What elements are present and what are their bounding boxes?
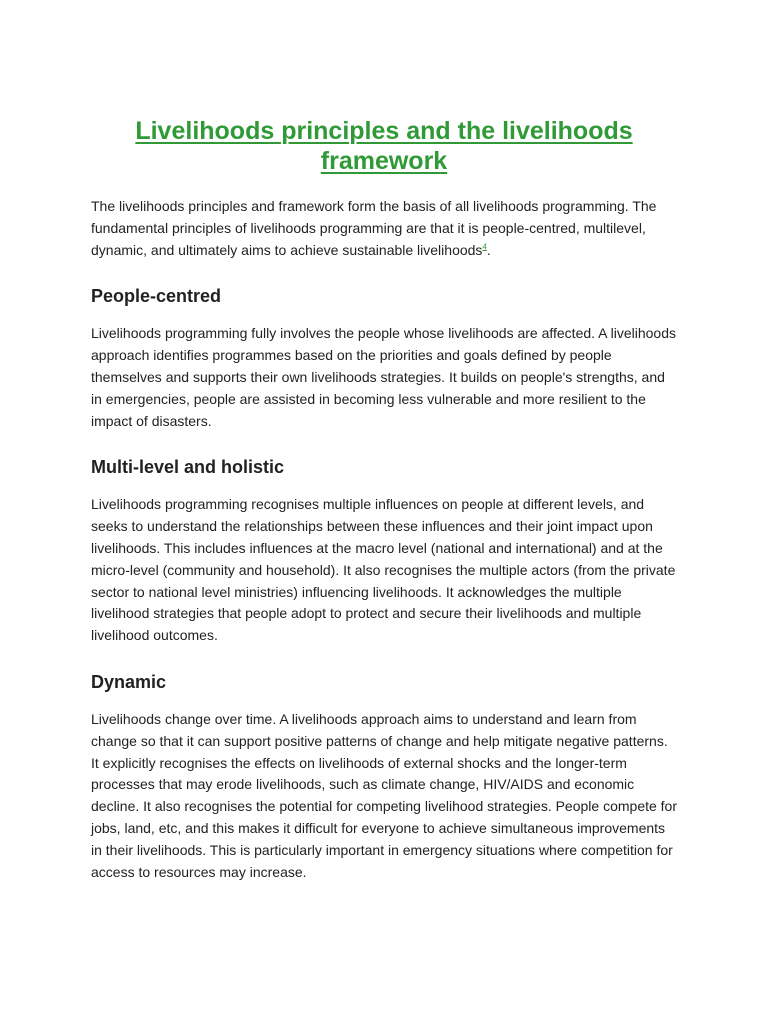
paragraph-people-centred: Livelihoods programming fully involves the people whose livelihoods are affected. A livelihoods approach identifies programmes based on the priorities and goals defined by people themselves and supports their own livelihoods strategies. It builds on people's strengths, and in emergencies, people are assisted in becoming less vulnerable and more resilient to the impact of disasters. bbox=[91, 325, 676, 429]
heading-people-centred: People-centred bbox=[91, 286, 222, 307]
paragraph-multi-level-holistic: Livelihoods programming recognises multiple influences on people at different levels, and seeks to understand the relationships between these influences and their joint impact upon livelihoods. This includes influences at the macro level (national and international) and at the micro-level (community and household). It also recognises the multiple actors (from the private sector to national level ministries) influencing livelihoods. It acknowledges the multiple livelihood strategies that people adopt to protect and secure their livelihoods and multiple livelihood outcomes. bbox=[91, 496, 676, 644]
document-page bbox=[91, 116, 677, 883]
document-title: Livelihoods principles and the livelihoods framework bbox=[135, 117, 633, 175]
heading-multi-level-holistic: Multi-level and holistic bbox=[91, 457, 285, 478]
intro-text: The livelihoods principles and framework form the basis of all livelihoods programming. The fundamental principles of livelihoods programming are that it is people-centred, multilevel, dynamic, and ultimately aims to achieve sustainable livelihoods bbox=[91, 198, 657, 258]
paragraph-dynamic: Livelihoods change over time. A livelihoods approach aims to understand and learn from change so that it can support positive patterns of change and help mitigate negative patterns. It explicitly recognises the effects on livelihoods of external shocks and the longer-term processes that may erode livelihoods, such as climate change, HIV/AIDS and economic decline. It also recognises the potential for competing livelihood strategies. People compete for jobs, land, etc, and this makes it difficult for everyone to achieve simultaneous improvements in their livelihoods. This is particularly important in emergency situations where competition for access to resources may increase. bbox=[91, 710, 678, 880]
heading-dynamic: Dynamic bbox=[91, 671, 167, 692]
intro-paragraph bbox=[91, 196, 677, 261]
footnote-link[interactable]: 4 bbox=[482, 241, 487, 251]
intro-end-punctuation: . bbox=[486, 241, 491, 258]
